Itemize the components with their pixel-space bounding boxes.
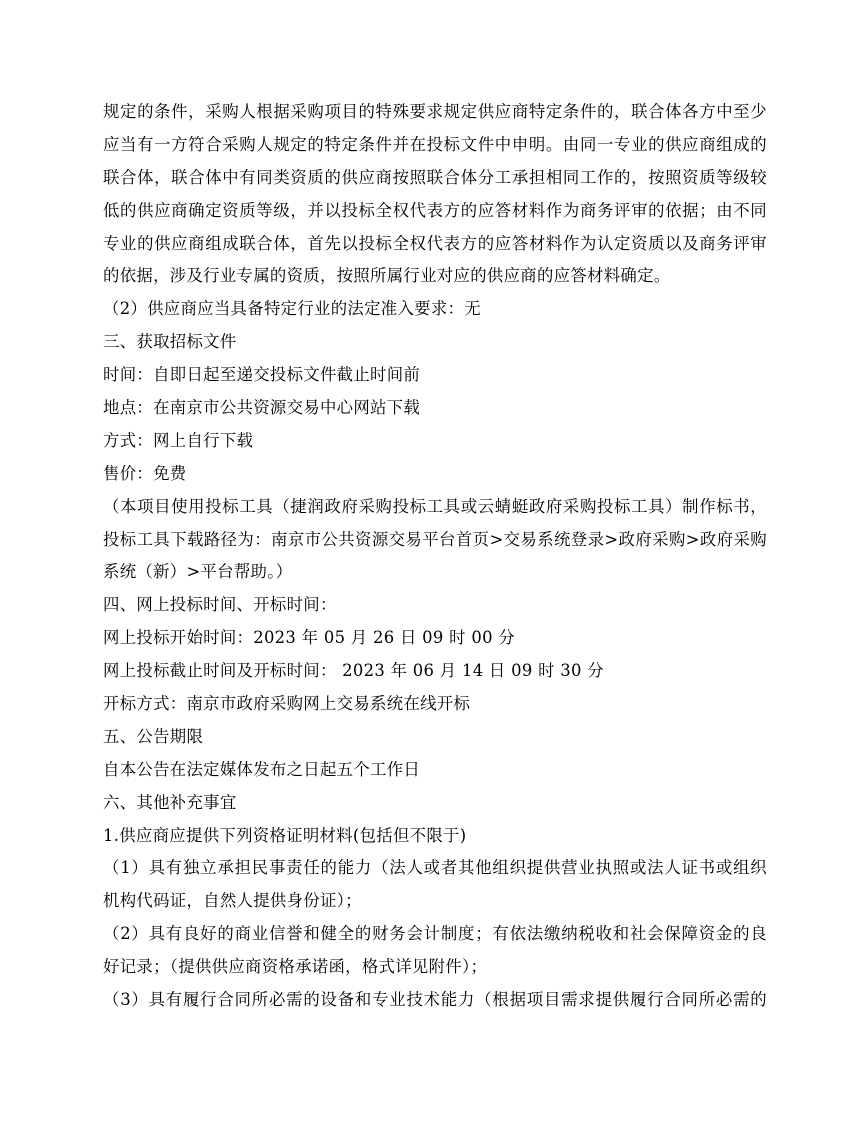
text-line: 应当有一方符合采购人规定的特定条件并在投标文件中申明。由同一专业的供应商组成的 [103, 134, 767, 154]
text-line: 系统（新）>平台帮助。） [103, 562, 293, 582]
document-body [103, 96, 767, 1017]
text-line: 专业的供应商组成联合体，首先以投标全权代表方的应答材料作为认定资质以及商务评审 [103, 233, 767, 253]
text-line: 投标工具下载路径为：南京市公共资源交易平台首页>交易系统登录>政府采购>政府采购 [103, 529, 767, 549]
text-line: 1.供应商应提供下列资格证明材料(包括但不限于) [103, 825, 467, 845]
text-line: 售价：免费 [103, 463, 187, 483]
text-line: 低的供应商确定资质等级，并以投标全权代表方的应答材料作为商务评审的依据；由不同 [103, 200, 767, 220]
text-line: 自本公告在法定媒体发布之日起五个工作日 [103, 759, 421, 779]
text-line: 好记录；（提供供应商资格承诺函，格式详见附件）； [103, 957, 488, 977]
text-line: （本项目使用投标工具（捷润政府采购投标工具或云蜻蜓政府采购投标工具）制作标书， [103, 496, 767, 516]
text-line: （2）具有良好的商业信誉和健全的财务会计制度；有依法缴纳税收和社会保障资金的良 [103, 924, 767, 944]
text-line: 开标方式：南京市政府采购网上交易系统在线开标 [103, 694, 471, 714]
text-line: 网上投标开始时间：2023 年 05 月 26 日 09 时 00 分 [103, 628, 515, 648]
text-line: 方式：网上自行下载 [103, 430, 254, 450]
section-heading: 三、获取招标文件 [103, 332, 237, 352]
text-line: 规定的条件，采购人根据采购项目的特殊要求规定供应商特定条件的，联合体各方中至少 [103, 102, 767, 121]
text-line: 时间：自即日起至递交投标文件截止时间前 [103, 365, 421, 385]
text-line: 机构代码证，自然人提供身份证）； [103, 891, 362, 911]
section-heading: 四、网上投标时间、开标时间： [103, 595, 337, 615]
text-line: （3）具有履行合同所必需的设备和专业技术能力（根据项目需求提供履行合同所必需的 [103, 990, 767, 1010]
section-heading: 六、其他补充事宜 [103, 792, 237, 812]
text-line: 的依据，涉及行业专属的资质，按照所属行业对应的供应商的应答材料确定。 [103, 266, 671, 286]
text-line: 联合体，联合体中有同类资质的供应商按照联合体分工承担相同工作的，按照资质等级较 [103, 167, 767, 187]
section-heading: 五、公告期限 [103, 726, 204, 746]
text-line: （2）供应商应当具备特定行业的法定准入要求：无 [103, 299, 481, 319]
text-line: 地点：在南京市公共资源交易中心网站下载 [103, 398, 421, 418]
text-line: （1）具有独立承担民事责任的能力（法人或者其他组织提供营业执照或法人证书或组织 [103, 858, 767, 878]
text-line: 网上投标截止时间及开标时间： 2023 年 06 月 14 日 09 时 30 分 [103, 661, 604, 681]
